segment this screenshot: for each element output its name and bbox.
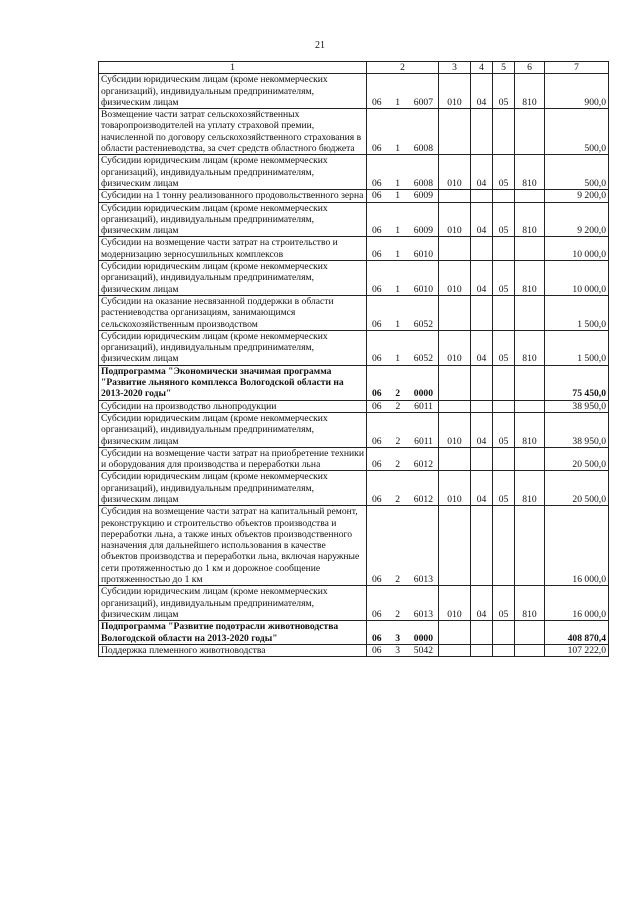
code-subprogram: 1: [395, 143, 401, 155]
table-row: [99, 109, 609, 155]
code-section: 06: [372, 608, 382, 620]
row-col5: [493, 365, 515, 400]
code-item: 6052: [413, 353, 433, 365]
row-col4: 04: [471, 471, 493, 506]
row-amount: 75 450,0: [545, 365, 609, 400]
row-col3: 010: [439, 261, 471, 296]
code-subprogram: 2: [395, 435, 401, 447]
row-col4: [471, 190, 493, 202]
row-amount: 10 000,0: [545, 261, 609, 296]
code-item: 6007: [413, 96, 433, 108]
code-item: 6009: [413, 225, 433, 237]
row-col5: [493, 506, 515, 586]
row-amount: 16 000,0: [545, 586, 609, 621]
code-item: 6010: [413, 248, 433, 260]
code-section: 06: [372, 644, 382, 656]
row-col4: 04: [471, 412, 493, 447]
row-col3: 010: [439, 74, 471, 109]
table-row: [99, 155, 609, 190]
code-section: 06: [372, 574, 382, 586]
row-col3: 010: [439, 330, 471, 365]
row-col4: [471, 644, 493, 656]
row-code: [367, 365, 439, 400]
row-col5: [493, 621, 515, 645]
row-amount: 9 200,0: [545, 190, 609, 202]
row-col5: 05: [493, 202, 515, 237]
row-col5: [493, 447, 515, 471]
code-item: 6011: [414, 400, 433, 412]
row-code: [367, 586, 439, 621]
row-col6: [515, 506, 545, 586]
row-description: Субсидии юридическим лицам (кроме некоммерческих организаций), индивидуальным предпринимателям, физическим лицам: [99, 155, 367, 190]
row-col3: 010: [439, 155, 471, 190]
code-subprogram: 1: [395, 225, 401, 237]
row-description: Субсидии юридическим лицам (кроме некоммерческих организаций), индивидуальным предпринимателям, физическим лицам: [99, 330, 367, 365]
code-section: 06: [372, 388, 382, 400]
row-col4: 04: [471, 586, 493, 621]
code-section: 06: [372, 248, 382, 260]
code-item: 6010: [413, 283, 433, 295]
code-section: 06: [372, 493, 382, 505]
table-row: [99, 412, 609, 447]
col-header-1: 1: [99, 62, 367, 74]
row-code: [367, 400, 439, 412]
row-code: [367, 74, 439, 109]
row-amount: 9 200,0: [545, 202, 609, 237]
code-section: 06: [372, 435, 382, 447]
row-col6: [515, 400, 545, 412]
code-section: 06: [372, 283, 382, 295]
budget-table: [98, 61, 609, 657]
code-section: 06: [372, 632, 382, 644]
row-amount: 20 500,0: [545, 471, 609, 506]
col-header-4: 4: [471, 62, 493, 74]
row-col3: [439, 109, 471, 155]
col-header-3: 3: [439, 62, 471, 74]
row-description: Субсидии на оказание несвязанной поддержки в области растениеводства организациям, занимающимся сельскохозяйственным производством: [99, 295, 367, 330]
table-body: [99, 74, 609, 657]
table-row: [99, 586, 609, 621]
code-section: 06: [372, 190, 382, 202]
code-section: 06: [372, 400, 382, 412]
row-col6: [515, 190, 545, 202]
row-col5: 05: [493, 155, 515, 190]
row-amount: 10 000,0: [545, 237, 609, 261]
code-section: 06: [372, 177, 382, 189]
row-col4: 04: [471, 330, 493, 365]
code-subprogram: 3: [395, 644, 401, 656]
code-subprogram: 1: [395, 190, 401, 202]
col-header-7: 7: [545, 62, 609, 74]
row-col5: 05: [493, 330, 515, 365]
code-subprogram: 1: [395, 248, 401, 260]
code-subprogram: 1: [395, 96, 401, 108]
row-col3: [439, 295, 471, 330]
code-item: 6012: [413, 493, 433, 505]
row-col6: [515, 365, 545, 400]
row-col6: 810: [515, 412, 545, 447]
row-amount: 38 950,0: [545, 412, 609, 447]
row-col4: [471, 365, 493, 400]
col-header-5: 5: [493, 62, 515, 74]
row-description: Подпрограмма "Экономически значимая программа "Развитие льняного комплекса Вологодской области на 2013-2020 годы": [99, 365, 367, 400]
row-code: [367, 412, 439, 447]
row-col6: [515, 644, 545, 656]
row-code: [367, 261, 439, 296]
code-section: 06: [372, 353, 382, 365]
header-row: [99, 62, 609, 74]
row-col3: 010: [439, 202, 471, 237]
row-col4: [471, 400, 493, 412]
row-col4: 04: [471, 202, 493, 237]
table-row: [99, 202, 609, 237]
code-item: 6011: [414, 435, 433, 447]
row-col5: [493, 644, 515, 656]
row-col4: 04: [471, 155, 493, 190]
code-subprogram: 2: [395, 608, 401, 620]
code-subprogram: 1: [395, 353, 401, 365]
row-col5: [493, 109, 515, 155]
code-section: 06: [372, 225, 382, 237]
row-col5: 05: [493, 261, 515, 296]
row-col5: 05: [493, 74, 515, 109]
row-col3: 010: [439, 412, 471, 447]
code-section: 06: [372, 318, 382, 330]
row-col3: [439, 400, 471, 412]
row-amount: 1 500,0: [545, 330, 609, 365]
row-col3: [439, 506, 471, 586]
row-amount: 16 000,0: [545, 506, 609, 586]
row-col5: [493, 400, 515, 412]
row-col3: [439, 190, 471, 202]
code-item: 0000: [413, 388, 433, 400]
row-col4: [471, 447, 493, 471]
row-amount: 408 870,4: [545, 621, 609, 645]
row-col4: [471, 506, 493, 586]
row-amount: 900,0: [545, 74, 609, 109]
col-header-6: 6: [515, 62, 545, 74]
col-header-2: 2: [367, 62, 439, 74]
code-item: 6009: [413, 190, 433, 202]
row-col5: [493, 237, 515, 261]
row-description: Субсидии на 1 тонну реализованного продовольственного зерна: [99, 190, 367, 202]
row-col6: 810: [515, 202, 545, 237]
row-amount: 20 500,0: [545, 447, 609, 471]
code-item: 6008: [413, 177, 433, 189]
row-col4: [471, 295, 493, 330]
code-item: 6012: [413, 459, 433, 471]
row-amount: 500,0: [545, 109, 609, 155]
row-description: Субсидии юридическим лицам (кроме некоммерческих организаций), индивидуальным предпринимателям, физическим лицам: [99, 74, 367, 109]
row-col3: [439, 365, 471, 400]
table-row: [99, 261, 609, 296]
row-description: Подпрограмма "Развитие подотрасли животноводства Вологодской области на 2013-2020 годы": [99, 621, 367, 645]
row-col3: [439, 644, 471, 656]
code-subprogram: 2: [395, 574, 401, 586]
table-row: [99, 506, 609, 586]
row-col3: [439, 621, 471, 645]
row-amount: 38 950,0: [545, 400, 609, 412]
row-col4: [471, 237, 493, 261]
row-description: Субсидии юридическим лицам (кроме некоммерческих организаций), индивидуальным предпринимателям, физическим лицам: [99, 261, 367, 296]
code-subprogram: 3: [395, 632, 401, 644]
page-number: 21: [315, 40, 325, 51]
row-code: [367, 644, 439, 656]
row-col6: [515, 237, 545, 261]
row-code: [367, 155, 439, 190]
table-row: [99, 330, 609, 365]
row-col5: [493, 295, 515, 330]
table-row: [99, 621, 609, 645]
row-amount: 500,0: [545, 155, 609, 190]
row-description: Субсидии на возмещение части затрат на приобретение техники и оборудования для производства и переработки льна: [99, 447, 367, 471]
row-description: Поддержка племенного животноводства: [99, 644, 367, 656]
code-item: 6052: [413, 318, 433, 330]
code-subprogram: 2: [395, 493, 401, 505]
row-col4: [471, 621, 493, 645]
row-col6: 810: [515, 261, 545, 296]
row-col6: 810: [515, 74, 545, 109]
table-row: [99, 74, 609, 109]
code-item: 6013: [413, 574, 433, 586]
table-row: [99, 295, 609, 330]
code-section: 06: [372, 143, 382, 155]
row-col6: 810: [515, 155, 545, 190]
code-item: 0000: [413, 632, 433, 644]
code-subprogram: 1: [395, 318, 401, 330]
row-code: [367, 237, 439, 261]
row-col5: 05: [493, 471, 515, 506]
code-section: 06: [372, 96, 382, 108]
row-code: [367, 506, 439, 586]
row-description: Субсидии юридическим лицам (кроме некоммерческих организаций), индивидуальным предпринимателям, физическим лицам: [99, 202, 367, 237]
row-col3: 010: [439, 471, 471, 506]
row-description: Субсидия на возмещение части затрат на капитальный ремонт, реконструкцию и строительство объектов производства и переработки льна, а также иных объектов производственного назначения для дальнейшего использования в качестве объектов производства и переработки льна, включая наружные сети протяженностью до 1 км и дорожное сообщение протяженностью до 1 км: [99, 506, 367, 586]
row-col4: [471, 109, 493, 155]
code-item: 5042: [413, 644, 433, 656]
row-col5: [493, 190, 515, 202]
code-subprogram: 1: [395, 177, 401, 189]
row-code: [367, 295, 439, 330]
row-code: [367, 621, 439, 645]
row-col6: 810: [515, 471, 545, 506]
row-col6: 810: [515, 330, 545, 365]
table-row: [99, 400, 609, 412]
row-col4: 04: [471, 261, 493, 296]
code-subprogram: 1: [395, 283, 401, 295]
row-description: Возмещение части затрат сельскохозяйственных товаропроизводителей на уплату страховой премии, начисленной по договору сельскохозяйственного страхования в области растениеводства, за счет средств областного бюджета: [99, 109, 367, 155]
code-item: 6008: [413, 143, 433, 155]
table-row: [99, 471, 609, 506]
row-code: [367, 109, 439, 155]
code-subprogram: 2: [395, 388, 401, 400]
row-col5: 05: [493, 412, 515, 447]
row-col6: [515, 295, 545, 330]
row-col6: [515, 447, 545, 471]
row-description: Субсидии на возмещение части затрат на строительство и модернизацию зерносушильных комплексов: [99, 237, 367, 261]
row-description: Субсидии юридическим лицам (кроме некоммерческих организаций), индивидуальным предпринимателям, физическим лицам: [99, 412, 367, 447]
table-row: [99, 365, 609, 400]
code-section: 06: [372, 459, 382, 471]
row-col4: 04: [471, 74, 493, 109]
row-col3: [439, 447, 471, 471]
table-row: [99, 447, 609, 471]
row-col6: [515, 109, 545, 155]
row-code: [367, 447, 439, 471]
row-code: [367, 190, 439, 202]
row-amount: 1 500,0: [545, 295, 609, 330]
row-description: Субсидии юридическим лицам (кроме некоммерческих организаций), индивидуальным предпринимателям, физическим лицам: [99, 471, 367, 506]
row-col6: 810: [515, 586, 545, 621]
row-col3: [439, 237, 471, 261]
row-description: Субсидии юридическим лицам (кроме некоммерческих организаций), индивидуальным предпринимателям, физическим лицам: [99, 586, 367, 621]
code-subprogram: 2: [395, 459, 401, 471]
table-row: [99, 644, 609, 656]
row-code: [367, 471, 439, 506]
row-col3: 010: [439, 586, 471, 621]
row-code: [367, 202, 439, 237]
row-description: Субсидии на производство льнопродукции: [99, 400, 367, 412]
row-col6: [515, 621, 545, 645]
row-col5: 05: [493, 586, 515, 621]
table-row: [99, 190, 609, 202]
row-amount: 107 222,0: [545, 644, 609, 656]
code-item: 6013: [413, 608, 433, 620]
code-subprogram: 2: [395, 400, 401, 412]
table-row: [99, 237, 609, 261]
row-code: [367, 330, 439, 365]
